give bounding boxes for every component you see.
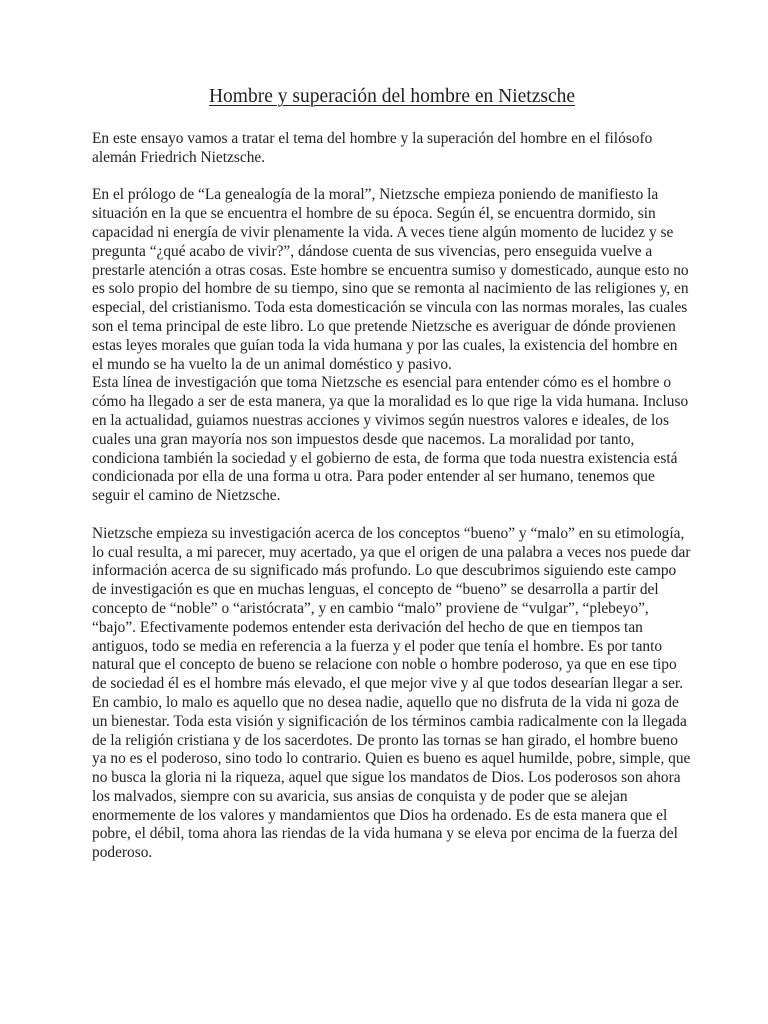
paragraph-investigation: Esta línea de investigación que toma Nietzsche es esencial para entender cómo es el hombre o cómo ha llegado a ser de esta manera, ya que la moralidad es lo que rige la vida humana. Incluso en la actualidad, guiamos nuestras acciones y vivimos según nuestros valores e ideales, de los cuales una gran mayoría nos son impuestos desde que nacemos. La moralidad por tanto, condiciona también la sociedad y el gobierno de esta, de forma que toda nuestra existencia está condicionada por ella de una forma u otra. Para poder entender al ser humano, tenemos que seguir el camino de Nietzsche. (92, 374, 689, 505)
paragraph-prologue: En el prólogo de “La genealogía de la moral”, Nietzsche empieza poniendo de manifiesto la situación en la que se encuentra el hombre de su época. Según él, se encuentra dormido, sin capacidad ni energía de vivir plenamente la vida. A veces tiene algún momento de lucidez y se pregunta “¿qué acabo de vivir?”, dándose cuenta de sus vivencias, pero enseguida vuelve a prestarle atención a otras cosas. Este hombre se encuentra sumiso y domesticado, aunque esto no es solo propio del hombre de su tiempo, sino que se remonta al nacimiento de las religiones y, en especial, del cristianismo. Toda esta domesticación se vincula con las normas morales, las cuales son el tema principal de este libro. Lo que pretende Nietzsche es averiguar de dónde provienen estas leyes morales que guían toda la vida humana y por las cuales, la existencia del hombre en el mundo se ha vuelto la de un animal doméstico y pasivo. (92, 186, 689, 373)
document-page (92, 86, 692, 882)
paragraph-etymology: Nietzsche empieza su investigación acerca de los conceptos “bueno” y “malo” en su etimología, lo cual resulta, a mi parecer, muy acertado, ya que el origen de una palabra a veces nos puede dar información acerca de su significado más profundo. Lo que descubrimos siguiendo este campo de investigación es que en muchas lenguas, el concepto de “bueno” se desarrolla a partir del concepto de “noble” o “aristócrata”, y en cambio “malo” proviene de “vulgar”, “plebeyo”, “bajo”. Efectivamente podemos entender esta derivación del hecho de que en tiempos tan antiguos, todo se media en referencia a la fuerza y el poder que tenía el hombre. Es por tanto natural que el concepto de bueno se relacione con noble o hombre poderoso, ya que en ese tipo de sociedad él es el hombre más elevado, el que mejor vive y al que todos desearían llegar a ser. En cambio, lo malo es aquello que no desea nadie, aquello que no disfruta de la vida ni goza de un bienestar. Toda esta visión y significación de los términos cambia radicalmente con la llegada de la religión cristiana y de los sacerdotes. De pronto las tornas se han girado, el hombre bueno ya no es el poderoso, sino todo lo contrario. Quien es bueno es aquel humilde, pobre, simple, que no busca la gloria ni la riqueza, aquel que sigue los mandatos de Dios. Los poderosos son ahora los malvados, siempre con su avaricia, sus ansias de conquista y de poder que se alejan enormemente de los valores y mandamientos que Dios ha ordenado. Es de esta manera que el pobre, el débil, toma ahora las riendas de la vida humana y se eleva por encima de la fuerza del poderoso. (92, 524, 691, 862)
document-title: Hombre y superación del hombre en Nietzsche (208, 86, 576, 107)
paragraph-intro: En este ensayo vamos a tratar el tema del hombre y la superación del hombre en el filósofo alemán Friedrich Nietzsche. (92, 130, 653, 166)
